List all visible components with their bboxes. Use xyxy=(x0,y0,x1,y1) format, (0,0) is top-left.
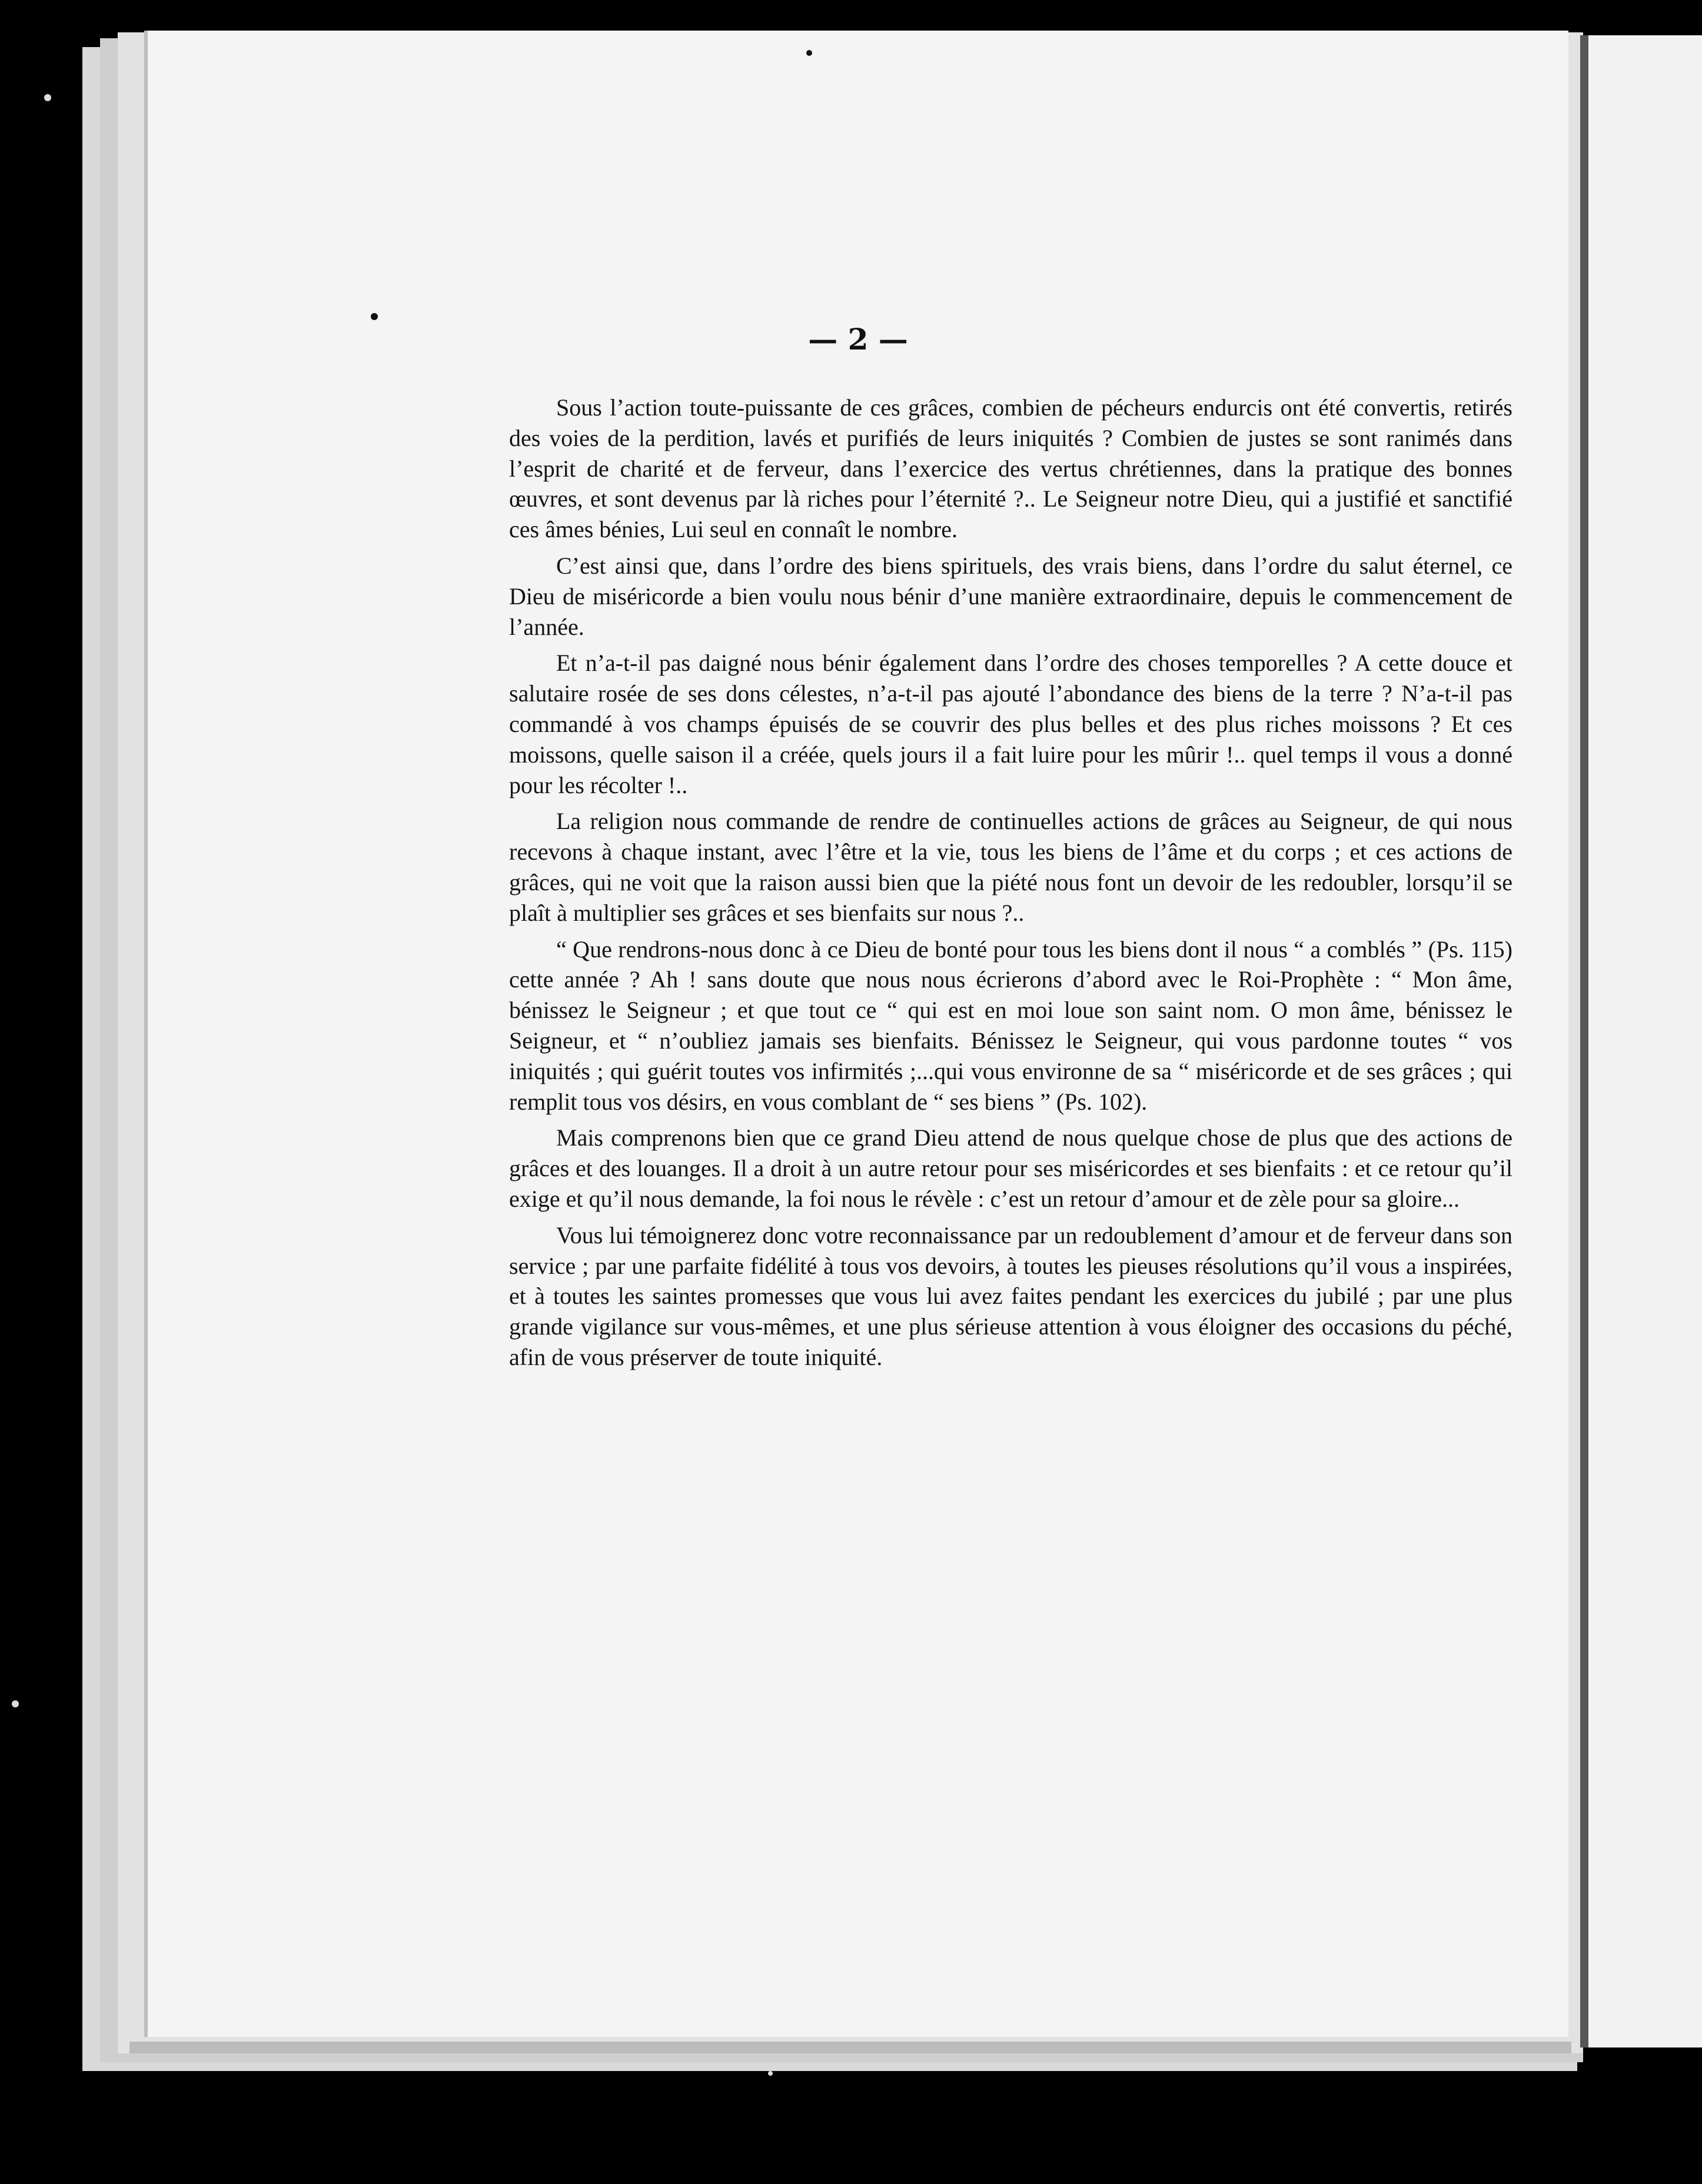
paragraph: Mais comprenons bien que ce grand Dieu attend de nous quelque chose de plus que des actions de grâces et des louanges. Il a droit à un autre retour pour ses miséricordes et ses bienfaits : et ce retour qu’il exige et qu’il nous demande, la foi nous le révèle : c’est un retour d’amour et de zèle pour sa gloire... xyxy=(509,1124,1512,1212)
scan-speck xyxy=(371,313,378,320)
page-gutter xyxy=(1580,35,1588,2048)
paragraph: “ Que rendrons-nous donc à ce Dieu de bonté pour tous les biens dont il nous “ a comblés ” (Ps. 115) cette année ? Ah ! sans doute que nous nous écrierons d’abord avec le Roi-Prophète : “ Mon âme, bénissez le Seigneur ; et que tout ce “ qui est en moi loue son saint nom. O mon âme, bénissez le Seigneur, et “ n’oubliez jamais ses bienfaits. Bénissez le Seigneur, qui vous pardonne toutes “ vos iniquités ; qui guérit toutes vos infirmités ;...qui vous environne de sa “ miséricorde et de ses grâces ; qui remplit tous vos désirs, en vous comblant de “ ses biens ” (Ps. 102). xyxy=(509,935,1512,1115)
paragraph: Et n’a-t-il pas daigné nous bénir également dans l’ordre des choses temporelles ? A cette douce et salutaire rosée de ses dons célestes, n’a-t-il pas ajouté l’abondance des biens de la terre ? N’a-t-il pas commandé à vos champs épuisés de se couvrir des plus belles et des plus riches moissons ? Et ces moissons, quelle saison il a créée, quels jours il a fait luire pour les mûrir !.. quel temps il vous a donné pour les récolter !.. xyxy=(509,650,1512,798)
scan-speck xyxy=(768,2071,773,2076)
scan-speck xyxy=(806,50,812,56)
page-number: — 2 — xyxy=(808,322,908,357)
scan-speck xyxy=(44,94,51,101)
paragraph: Vous lui témoignerez donc votre reconnaissance par un redoublement d’amour et de ferveur dans son service ; par une parfaite fidélité à tous vos devoirs, à toutes les pieuses résolutions qu’il vous a inspirées, et à toutes les saintes promesses que vous lui avez faites pendant les exercices du jubilé ; par une plus grande vigilance sur vous-mêmes, et une plus sérieuse attention à vous éloigner des occasions du péché, afin de vous préserver de toute iniquité. xyxy=(509,1221,1512,1370)
body-text xyxy=(509,392,1512,1379)
paragraph: Sous l’action toute-puissante de ces grâces, combien de pécheurs endurcis ont été convertis, retirés des voies de la perdition, lavés et purifiés de leurs iniquités ? Combien de justes se sont ranimés dans l’esprit de charité et de ferveur, dans l’exercice des vertus chrétiennes, dans la pratique des bonnes œuvres, et sont devenus par là riches pour l’éternité ?.. Le Seigneur notre Dieu, qui a justifié et sanctifié ces âmes bénies, Lui seul en connaît le nombre. xyxy=(509,394,1512,543)
page-bottom-edge xyxy=(129,2042,1571,2053)
paragraph: C’est ainsi que, dans l’ordre des biens spirituels, des vrais biens, dans l’ordre du salut éternel, ce Dieu de miséricorde a bien voulu nous bénir d’une manière extraordinaire, depuis le commencement de l’année. xyxy=(509,552,1512,640)
scan-speck xyxy=(12,1700,19,1707)
paragraph: La religion nous commande de rendre de continuelles actions de grâces au Seigneur, de qui nous recevons à chaque instant, avec l’être et la vie, tous les biens de l’âme et du corps ; et ces actions de grâces, qui ne voit que la raison aussi bien que la piété nous font un devoir de les redoubler, lorsqu’il se plaît à multiplier ses grâces et ses bienfaits sur nous ?.. xyxy=(509,808,1512,926)
adjacent-page-edge xyxy=(1580,35,1702,2048)
document-page xyxy=(144,31,1568,2037)
